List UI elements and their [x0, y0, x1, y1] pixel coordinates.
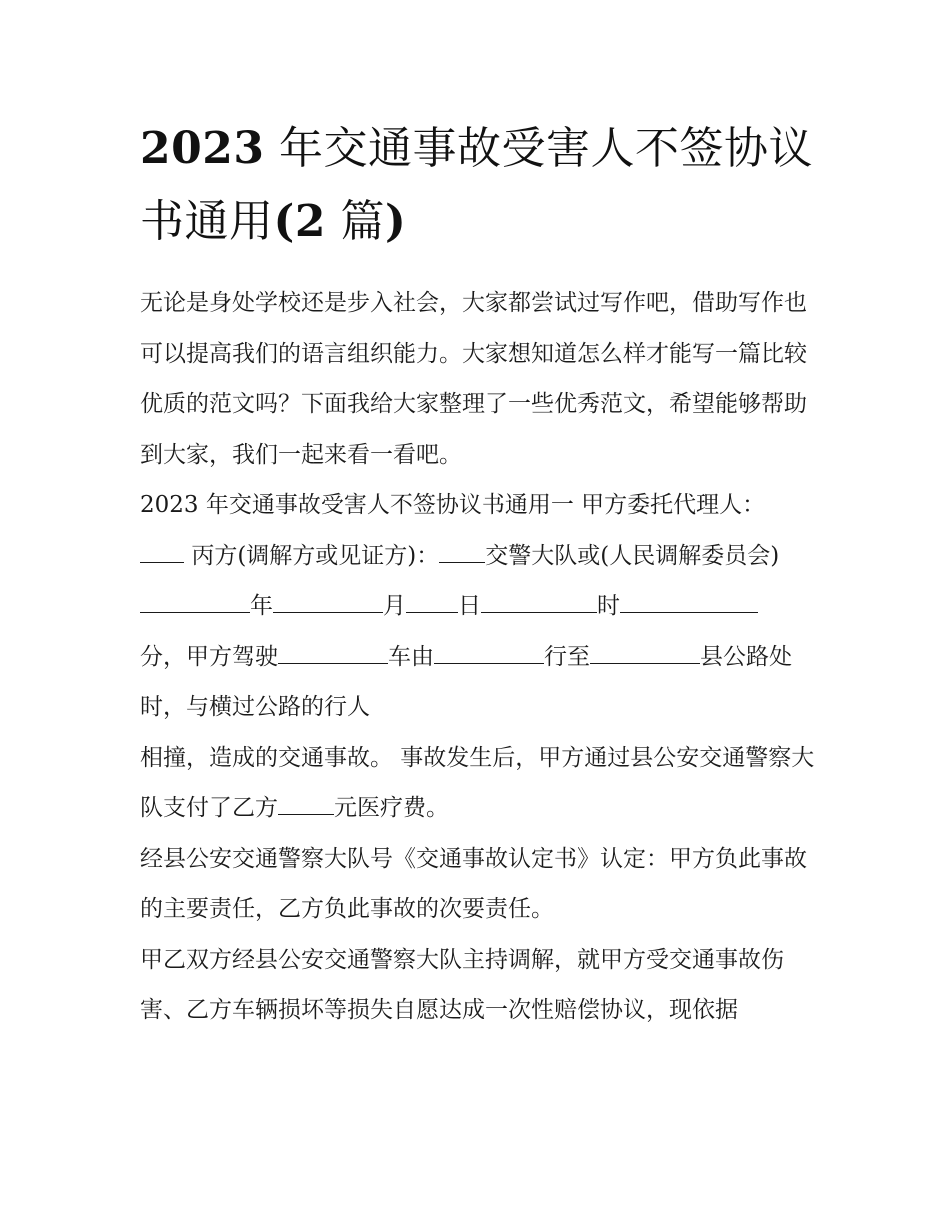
blank-line	[278, 793, 334, 815]
document-body	[140, 278, 820, 1036]
blank-line	[406, 591, 458, 613]
page-title	[140, 112, 820, 258]
blank-line	[481, 591, 597, 613]
collision-paragraph: 相撞，造成的交通事故。 事故发生后，甲方通过县公安交通警察大队支付了乙方 元医疗费。	[140, 744, 815, 821]
title-count-close: )	[384, 196, 407, 247]
blank-line	[140, 591, 250, 613]
section-heading: 2023 年交通事故受害人不签协议书通用一 甲方委托代理人： 丙方(调解方或见证方)： 交警大队或(人民调解委员会)	[140, 492, 780, 569]
date-line: 年 月 日 时 分，甲方驾驶 车由 行至 县公路处时，与横过公路的行人	[140, 593, 792, 720]
blank-line	[278, 642, 388, 664]
blank-line	[439, 541, 485, 563]
title-year: 2023	[140, 123, 265, 174]
blank-line	[140, 541, 184, 563]
liability-paragraph: 经县公安交通警察大队号《交通事故认定书》认定：甲方负此事故的主要责任，乙方负此事故的次要责任。	[140, 845, 807, 922]
blank-line	[434, 642, 544, 664]
title-count-unit: 篇	[340, 196, 385, 247]
mediation-paragraph: 甲乙双方经县公安交通警察大队主持调解，就甲方受交通事故伤害、乙方车辆损坏等损失自愿达成一次性赔偿协议，现依据	[140, 946, 784, 1023]
title-main: 年交通事故受害人不签协议书通用	[140, 123, 813, 247]
blank-line	[273, 591, 383, 613]
intro-paragraph: 无论是身处学校还是步入社会，大家都尝试过写作吧，借助写作也可以提高我们的语言组织能力。大家想知道怎么样才能写一篇比较优质的范文吗？下面我给大家整理了一些优秀范文，希望能够帮助到大家，我们一起来看一看吧。	[140, 290, 807, 468]
blank-line	[620, 591, 758, 613]
blank-line	[590, 642, 700, 664]
title-count-open: (2	[273, 196, 326, 247]
